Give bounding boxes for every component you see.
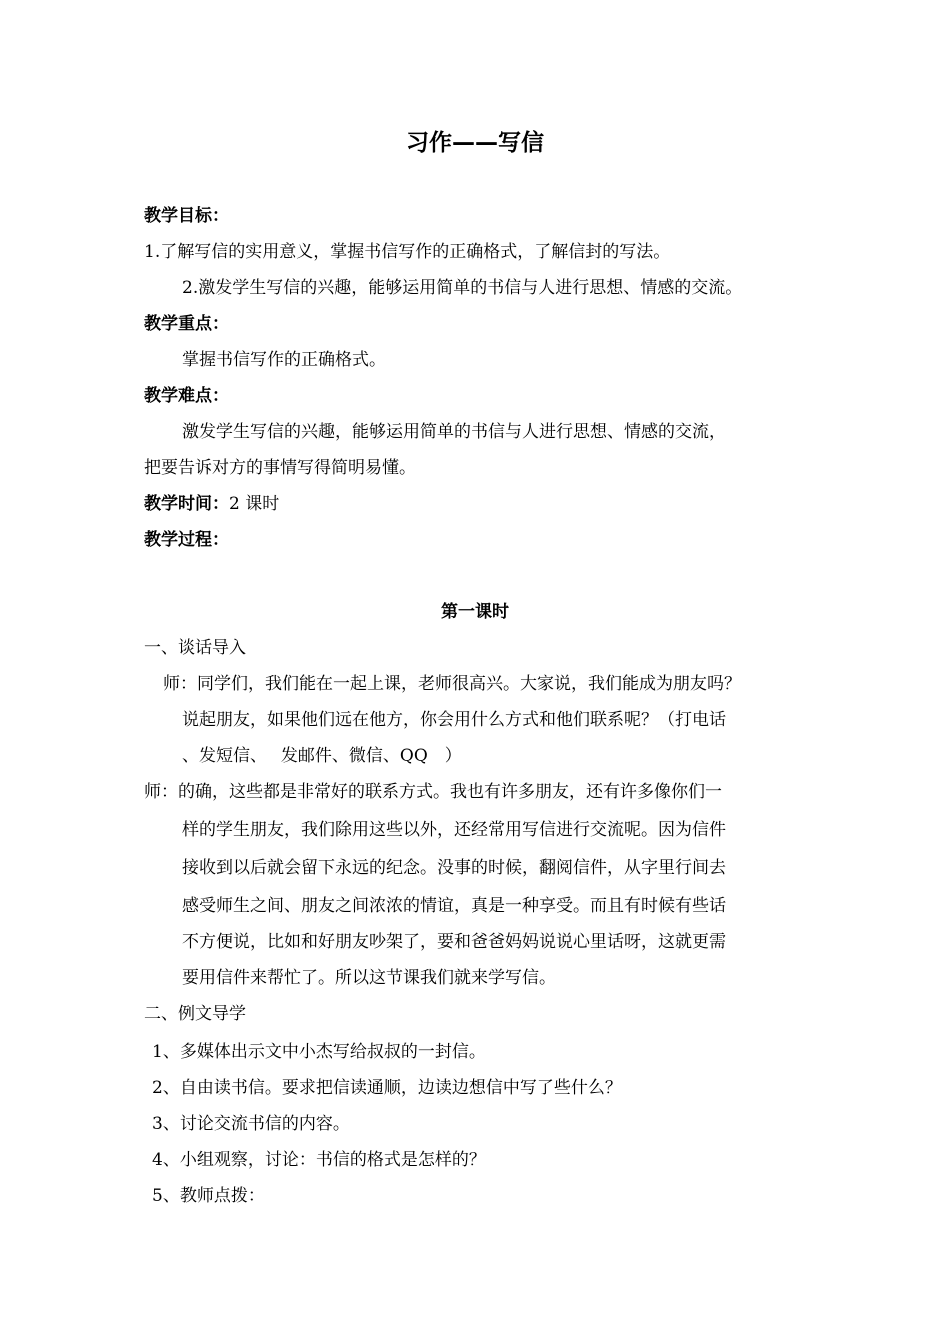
step-3: 3、讨论交流书信的内容。 [152,1114,350,1134]
time-label: 教学时间： [144,494,229,514]
difficulties-label: 教学难点： [144,386,229,406]
teacher2-line-3: 接收到以后就会留下永远的纪念。没事的时候，翻阅信件，从字里行间去 [182,858,726,878]
teacher1-line-1: 师：同学们，我们能在一起上课，老师很高兴。大家说，我们能成为朋友吗？ [163,674,741,694]
teacher1-line-3: 、发短信、 发邮件、微信、QQ ） [182,746,462,766]
document-title: 习作——写信 [406,130,544,156]
objective-2: 2.激发学生写信的兴趣，能够运用简单的书信与人进行思想、情感的交流。 [182,278,743,298]
key-points-label: 教学重点： [144,314,229,334]
teaching-time [144,492,279,516]
teacher2-line-2: 样的学生朋友，我们除用这些以外，还经常用写信进行交流呢。因为信件 [182,820,726,840]
difficulties-line-2: 把要告诉对方的事情写得简明易懂。 [144,458,416,478]
objectives-label: 教学目标： [144,206,229,226]
step-4: 4、小组观察，讨论：书信的格式是怎样的？ [152,1150,486,1170]
difficulties-line-1: 激发学生写信的兴趣，能够运用简单的书信与人进行思想、情感的交流， [182,422,726,442]
part2-heading: 二、例文导学 [144,1004,246,1024]
lesson-title: 第一课时 [441,602,509,622]
part1-heading: 一、谈话导入 [144,638,246,658]
time-value: 2 课时 [229,494,280,514]
step-1: 1、多媒体出示文中小杰写给叔叔的一封信。 [152,1042,486,1062]
teacher1-line-2: 说起朋友，如果他们远在他方，你会用什么方式和他们联系呢？（打电话 [182,710,726,730]
teacher2-line-5: 不方便说，比如和好朋友吵架了，要和爸爸妈妈说说心里话呀，这就更需 [182,932,726,952]
process-label: 教学过程： [144,530,229,550]
objective-1: 1.了解写信的实用意义，掌握书信写作的正确格式，了解信封的写法。 [144,242,671,262]
step-5: 5、教师点拨： [152,1186,265,1206]
teacher2-line-1: 师：的确，这些都是非常好的联系方式。我也有许多朋友，还有许多像你们一 [144,782,722,802]
step-2: 2、自由读书信。要求把信读通顺，边读边想信中写了些什么？ [152,1078,622,1098]
key-points-text: 掌握书信写作的正确格式。 [182,350,386,370]
teacher2-line-4: 感受师生之间、朋友之间浓浓的情谊，真是一种享受。而且有时候有些话 [182,896,726,916]
teacher2-line-6: 要用信件来帮忙了。所以这节课我们就来学写信。 [182,968,556,988]
